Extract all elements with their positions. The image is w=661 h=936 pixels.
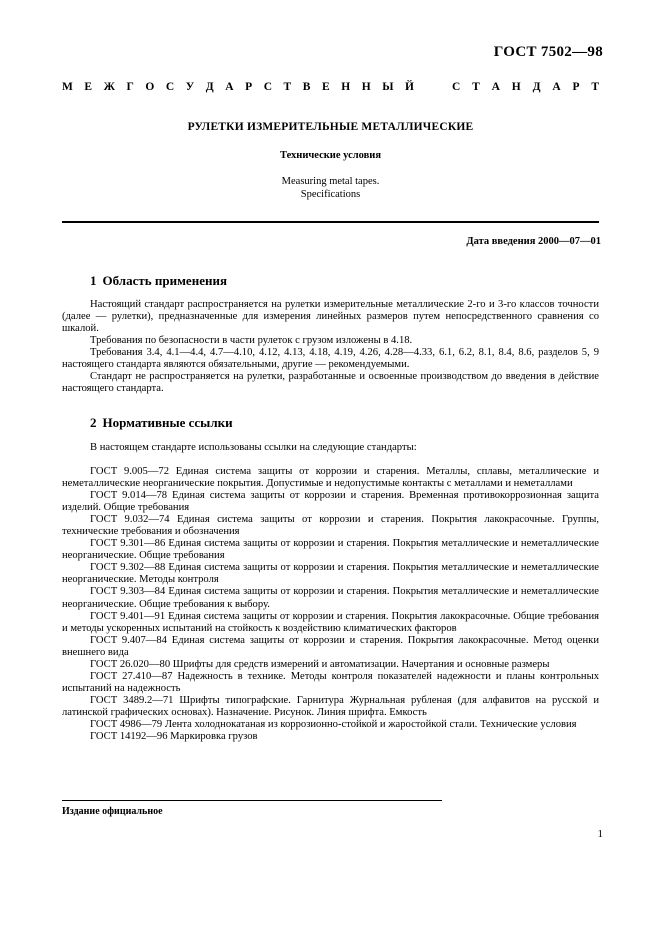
reference-item: ГОСТ 9.302—88 Единая система защиты от коррозии и старения. Покрытия металлические и неметаллические неорганические. Методы контроля [62, 562, 599, 586]
document-number: ГОСТ 7502—98 [493, 44, 603, 60]
reference-item: ГОСТ 9.005—72 Единая система защиты от коррозии и старения. Металлы, сплавы, металлические и неметаллические неорганические покрытия. Допустимые и недопустимые контакты с металлами и неметаллами [62, 466, 599, 490]
header-letter: Е [321, 81, 330, 93]
document-subtitle: Технические условия [279, 150, 382, 161]
header-letter: Т [283, 81, 292, 93]
header-letter: Ж [103, 81, 115, 93]
header-word-standard [452, 81, 599, 93]
english-title [0, 175, 661, 201]
section-title: Нормативные ссылки [102, 415, 233, 430]
section-2-heading [90, 415, 233, 431]
header-letter: М [62, 81, 73, 93]
header-letter: О [145, 81, 155, 93]
header-letter: А [225, 81, 234, 93]
header-letter: Р [572, 81, 580, 93]
reference-item: ГОСТ 26.020—80 Шрифты для средств измерений и автоматизации. Начертания и основные размеры [90, 658, 550, 670]
header-letter: Ы [382, 81, 394, 93]
reference-item: ГОСТ 9.301—86 Единая система защиты от коррозии и старения. Покрытия металлические и неметаллические неорганические. Общие требования [62, 538, 599, 562]
header-letter: Н [511, 81, 521, 93]
header-letter: Н [341, 81, 351, 93]
paragraph: Настоящий стандарт распространяется на рулетки измерительные металлические 2-го и 3-го классов точности (далее — рулетки), предназначенные для измерения линейных размеров путем непосредственного сравнения со шкалой. [62, 299, 599, 335]
reference-item: ГОСТ 9.401—91 Единая система защиты от коррозии и старения. Покрытия лакокрасочные. Общие требования и методы ускоренных испытаний на стойкость к воздействию климатических факторов [62, 610, 599, 634]
header-letter: Г [126, 81, 134, 93]
section-1-heading [90, 273, 227, 289]
header-band [62, 81, 599, 93]
page-number: 1 [597, 828, 603, 840]
reference-item: ГОСТ 4986—79 Лента холоднокатаная из коррозионно-стойкой и жаростойкой стали. Технические условия [90, 718, 577, 730]
reference-item: ГОСТ 27.410—87 Надежность в технике. Методы контроля показателей надежности и планы контрольных испытаний на надежность [62, 670, 599, 694]
header-letter: Д [532, 81, 541, 93]
reference-item: ГОСТ 3489.2—71 Шрифты типографские. Гарнитура Журнальная рубленая (для алфавитов на русской и латинской графических основах). Назначение. Рисунок. Линия шрифта. Емкость [62, 694, 599, 718]
title-divider [62, 221, 599, 223]
reference-item: ГОСТ 9.407—84 Единая система защиты от коррозии и старения. Покрытия лакокрасочные. Метод оценки внешнего вида [62, 634, 599, 658]
header-letter: А [552, 81, 561, 93]
header-letter: В [302, 81, 311, 93]
header-letter: Т [591, 81, 599, 93]
reference-item: ГОСТ 9.014—78 Единая система защиты от коррозии и старения. Временная противокоррозионная защита изделий. Общие требования [62, 490, 599, 514]
section-title: Область применения [102, 273, 227, 288]
header-letter: С [165, 81, 175, 93]
header-letter: С [263, 81, 272, 93]
header-letter: Т [472, 81, 480, 93]
edition-label: Издание официальное [62, 806, 163, 817]
header-letter: У [185, 81, 195, 93]
header-letter: Д [205, 81, 214, 93]
paragraph: Требования 3.4, 4.1—4.4, 4.7—4.10, 4.12, 4.13, 4.18, 4.19, 4.26, 4.28—4.33, 6.1, 6.2, 8.1, 8.4, 8.6, разделов 5, 9 настоящего стандарта являются обязательными, другие — рекомендуемыми. [62, 347, 599, 371]
header-word-interstate [62, 81, 414, 93]
paragraph: Стандарт не распространяется на рулетки, разработанные и освоенные производством до введения в действие настоящего стандарта. [62, 371, 599, 395]
header-letter: Е [84, 81, 93, 93]
reference-item: ГОСТ 9.303—84 Единая система защиты от коррозии и старения. Покрытия металлические и неметаллические неорганические. Общие требования к выбору. [62, 586, 599, 610]
header-letter: А [491, 81, 500, 93]
footer-divider [62, 800, 442, 801]
reference-item: ГОСТ 14192—96 Маркировка грузов [90, 731, 258, 743]
paragraph: Требования по безопасности в части рулеток с грузом изложены в 4.18. [90, 335, 413, 346]
section-number: 1 [90, 273, 97, 288]
reference-item: ГОСТ 9.032—74 Единая система защиты от коррозии и старения. Покрытия лакокрасочные. Группы, технические требования и обозначения [62, 514, 599, 538]
english-title-line2: Specifications [300, 189, 361, 200]
normative-references-list [62, 466, 599, 743]
header-letter: С [452, 81, 461, 93]
introduction-date: Дата введения 2000—07—01 [466, 236, 601, 247]
paragraph: В настоящем стандарте использованы ссылки на следующие стандарты: [90, 442, 417, 453]
header-letter: Й [405, 81, 414, 93]
english-title-line1: Measuring metal tapes. [281, 176, 380, 187]
header-letter: Н [361, 81, 371, 93]
section-number: 2 [90, 415, 97, 430]
document-title: РУЛЕТКИ ИЗМЕРИТЕЛЬНЫЕ МЕТАЛЛИЧЕСКИЕ [187, 121, 474, 133]
header-letter: Р [245, 81, 253, 93]
